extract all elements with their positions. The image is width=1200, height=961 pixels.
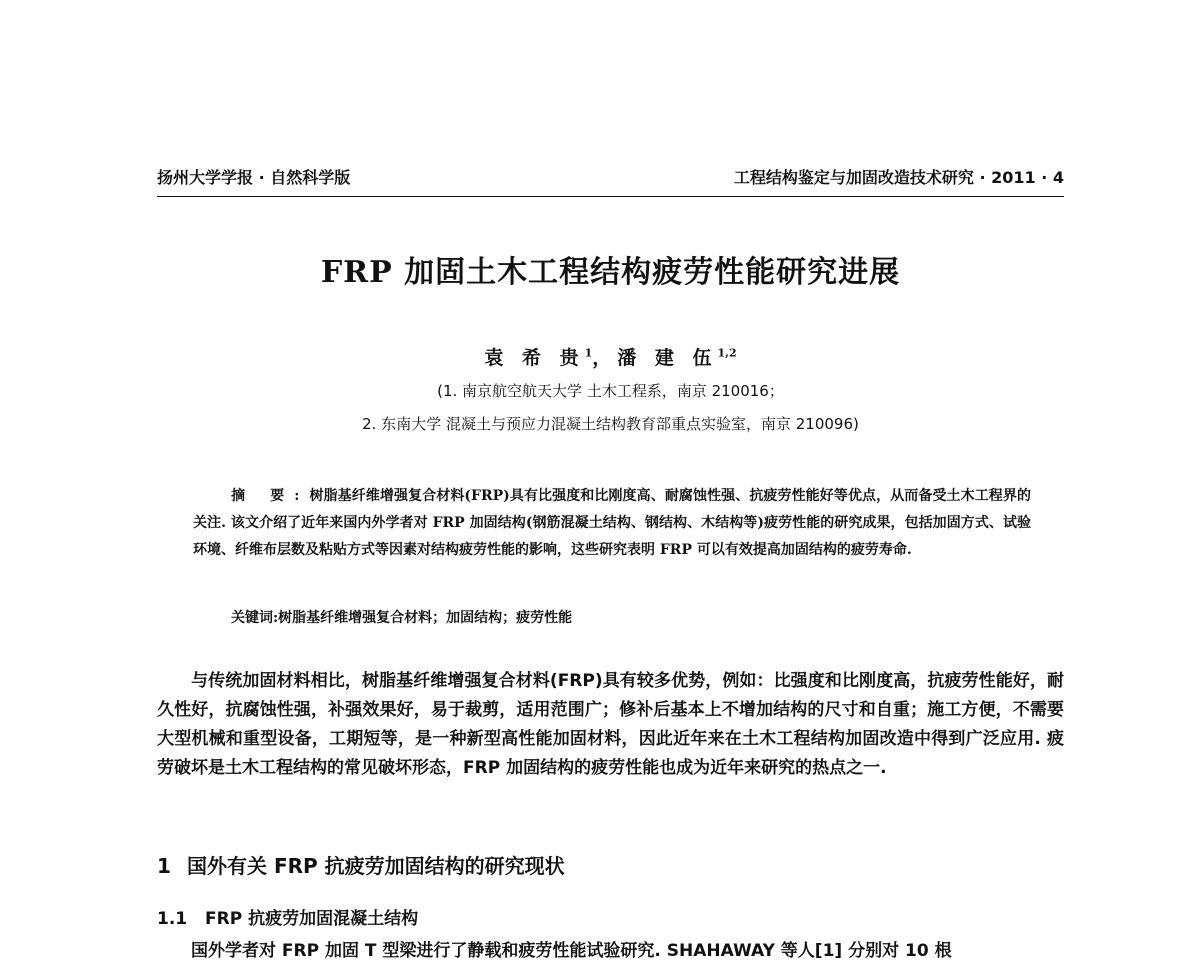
affiliation-2: 2. 东南大学 混凝土与预应力混凝土结构教育部重点实验室，南京 210096) [362, 415, 859, 433]
section-1-title: 国外有关 FRP 抗疲劳加固结构的研究现状 [187, 854, 565, 878]
journal-name: 扬州大学学报 · 自然科学版 [157, 168, 351, 187]
section-1-1-first-line [157, 936, 1064, 961]
section-1-1-title: FRP 抗疲劳加固混凝土结构 [205, 909, 419, 929]
author-2-affiliation-mark: 1,2 [717, 346, 737, 360]
running-header [157, 165, 1064, 191]
author-line [157, 343, 1064, 370]
section-1-heading [157, 850, 565, 879]
section-1-number: 1 [157, 854, 171, 878]
abstract-label: 摘 要: [231, 488, 310, 504]
keywords-text: 树脂基纤维增强复合材料；加固结构；疲劳性能 [278, 610, 573, 626]
abstract-text: 树脂基纤维增强复合材料(FRP)具有比强度和比刚度高、耐腐蚀性强、抗疲劳性能好等优点，从而备受土木工程界的关注. 该文介绍了近年来国内外学者对 FRP 加固结构(钢筋混凝土结构、钢结构、木结构等)疲劳性能的研究成果，包括加固方式、试验环境、纤维布层数及粘贴方式等因素对结构疲劳性能的影响，这些研究表明 FRP 可以有效提高加固结构的疲劳寿命. [193, 488, 1031, 558]
keywords-label: 关键词: [231, 610, 279, 626]
intro-text: 与传统加固材料相比，树脂基纤维增强复合材料(FRP)具有较多优势，例如：比强度和比刚度高，抗疲劳性能好，耐久性好，抗腐蚀性强，补强效果好，易于裁剪，适用范围广；修补后基本上不增加结构的尺寸和自重；施工方便，不需要大型机械和重型设备，工期短等，是一种新型高性能加固材料，因此近年来在土木工程结构加固改造中得到广泛应用. 疲劳破坏是土木工程结构的常见破坏形态，FRP 加固结构的疲劳性能也成为近年来研究的热点之一. [157, 671, 1064, 778]
section-1-1-text: 国外学者对 FRP 加固 T 型梁进行了静载和疲劳性能试验研究. SHAHAWAY 等人[1] 分别对 10 根 [191, 941, 952, 961]
author-separator: ， [592, 347, 618, 369]
author-1-name: 袁 希 贵 [484, 347, 585, 369]
abstract [193, 483, 1031, 564]
author-1-affiliation-mark: 1 [584, 346, 593, 360]
affiliation-1: (1. 南京航空航天大学 土木工程系，南京 210016； [437, 382, 784, 400]
section-1-1-heading [157, 904, 418, 929]
section-1-1-number: 1.1 [157, 909, 188, 929]
author-2-name: 潘 建 伍 [617, 347, 718, 369]
section-info: 工程结构鉴定与加固改造技术研究 · 2011 · 4 [733, 168, 1064, 187]
intro-paragraph [157, 667, 1064, 783]
keywords [231, 607, 572, 627]
paper-title: FRP 加固土木工程结构疲劳性能研究进展 [320, 255, 901, 290]
header-rule [157, 196, 1064, 197]
